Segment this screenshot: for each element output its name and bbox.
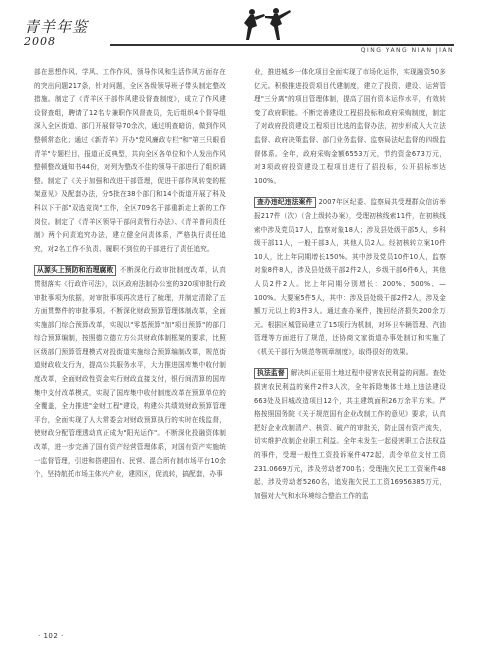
left-section-prevention <box>34 264 226 482</box>
right-section-cases <box>254 196 446 359</box>
section-heading-cases: 查办违纪违法案件 <box>254 197 316 208</box>
section-body-prevention: 不断深化行政审批制度改革，认真贯彻落实《行政许可法》，以区政府法制办公室的320项审批行政审批事项为依据，对审批事项再次进行了梳理，并制定清除了五方面贯弊件的审批事项。不断深化财政预算管理体制改革，全面实施部门综合预算改革，实现以"零基预算"加"项目预算"的部门综合预算编制，按照德立德立方公共财政体制框架的要求，比照区级部门预算管理模式对投街道实施综合预算编制改革，规范街道财政收支行为，提高公共服务水平，大力推进国库集中收付制度改革，全面财政性资金实行财政直接支付，银行间清算的国库集中支付改革模式，实现了国库集中收付制度改革在预算单位的全覆盖，全力推进"金财工程"建设，构建公共绩效财政预算管理平台，全面实现了人大常委会对财政预算执行的实时在线监督，使财政分配管理透动真正成为"阳光运作"。不断深化投融资体制改革，进一步完善了国有资产经营管理体系，对国有资产实施统一监督管理，引进和搭建国有、民营、混合所有制市场平台10余个，坚持航托市场主体兴产业，建园区，促流转，搞配套，办事 <box>34 266 226 479</box>
right-section-enforcement <box>254 367 446 503</box>
page-header <box>0 0 480 62</box>
section-heading-prevention: 从源头上预防和治理腐败 <box>34 265 116 276</box>
header-latin-title: QING YANG NIAN JIAN <box>360 47 454 54</box>
yearbook-logo <box>24 20 88 47</box>
header-rule <box>110 44 454 46</box>
section-body-enforcement: 解决纠正征用土地过程中侵害农民利益的问题。查处损害农民利益的案件2件3人次，全年拆除集体土地上违法建设663处及旧城改造项目12个，共主建筑面积26万余平方米。严格按照国务院《关于规范国有企业改制工作的意见》要求，认真把好企业改制清产、核资、破产的审批关，防止国有资产流失，切实维护改制企业职工利益。全年未发生一起侵害职工合法权益的事件，受理一般性工资投诉案件472起，责令单位支付工资231.0669万元，涉及劳动者700名；受理拖欠民工工资案件48起，涉及劳动者5260名，追发拖欠民工工资16956385万元，加强对大气和水环境综合整治工作的监 <box>254 369 446 500</box>
right-paragraph-1: 业，推进城乡一体化项目全面实现了市场化运作，实现融资50多亿元。积极推进投资项目代建制度，建立了投资、建设、运营管理"三分离"的项目管理体制，提高了国有资本运作水平，有效转变了政府职能。不断完善建设工程招投标和政府采购制度，制定了对政府投资建设工程项目比选的监督办法，初步形成人大立法监督、政府决策监督、部门业务监督、监察局法纪监督的四级监督体系。全年，政府采购金额6553万元，节约资金673万元，对3项政府投资建设工程项目进行了招投标，公开招标率达100%。 <box>254 68 446 185</box>
dancers-silhouette-icon <box>230 6 300 46</box>
section-body-cases: 2007年区纪委、监察局共受理群众信访举报217件（次）（含上级转办案），受理初核线索11件，在初核线索中涉及党员17人，监察对象18人；涉及县处级干部5人，乡科级干部11人，一般干部3人，其他人员2人。经初核转立案10件10人，比上年同期增长150%。其中涉及党员10件10人，监察对象8件8人，涉及县处级干部2件2人，乡级干部6件6人，其他人员2件2人。比上年同期分别增长：200%、500%、—100%。大要案5件5人，其中：涉及县处级干部2件2人，涉及金额万元以上的3件3人。通过查办案件，挽回经济损失200余万元。根据区城管局建立了15项行为机制，对环卫车辆管理、汽油管理等方面进行了规范，还协商文家街道办事处制订和实施了《机关干部行为规范等规章制度》，取得很好的效果。 <box>254 198 446 356</box>
left-paragraph-1: 部在思想作风、学风、工作作风、领导作风和生活作风方面存在的突出问题217条，针对问题，全区各级领导班子带头制定整改措施。制定了《青羊区干部作风建设督查制度》，成立了作风建设督查组，聘请了12名专兼职作风督查员，先后组织4个督导组深入全区街道、部门开展督导70余次，通过明查暗访，做到作风整顿常态化；通过《新青羊》开办"党风廉政专栏"和"第三只眼看青羊"专题栏目，报道正反典型，共向全区各单位和个人发出作风整顿整改通知书44份，对列为整改不佳的领导干部进行了组织调整。制定了《关于加强和改进干部管理，促进干部作风转变的框架意见》及配套办法，分5批在38个部门和14个街道开展了科及科以下干部"双选竞岗"工作，全区709名干部重新走上新的工作岗位。制定了《青羊区领导干部问责暂行办法》、《青羊普问责任制》两个问责追究办法，建立健全问责体系，严格执行责任追究，对2名工作不负责、履职不到位的干部进行了责任追究。 <box>34 68 227 253</box>
page-number: · 102 · <box>38 632 64 640</box>
right-column <box>254 66 446 503</box>
section-heading-enforcement: 执法监督 <box>254 368 288 379</box>
left-column <box>34 66 226 482</box>
logo-title: 青羊年鉴 <box>24 18 89 36</box>
logo-year: 2008 <box>24 35 56 48</box>
